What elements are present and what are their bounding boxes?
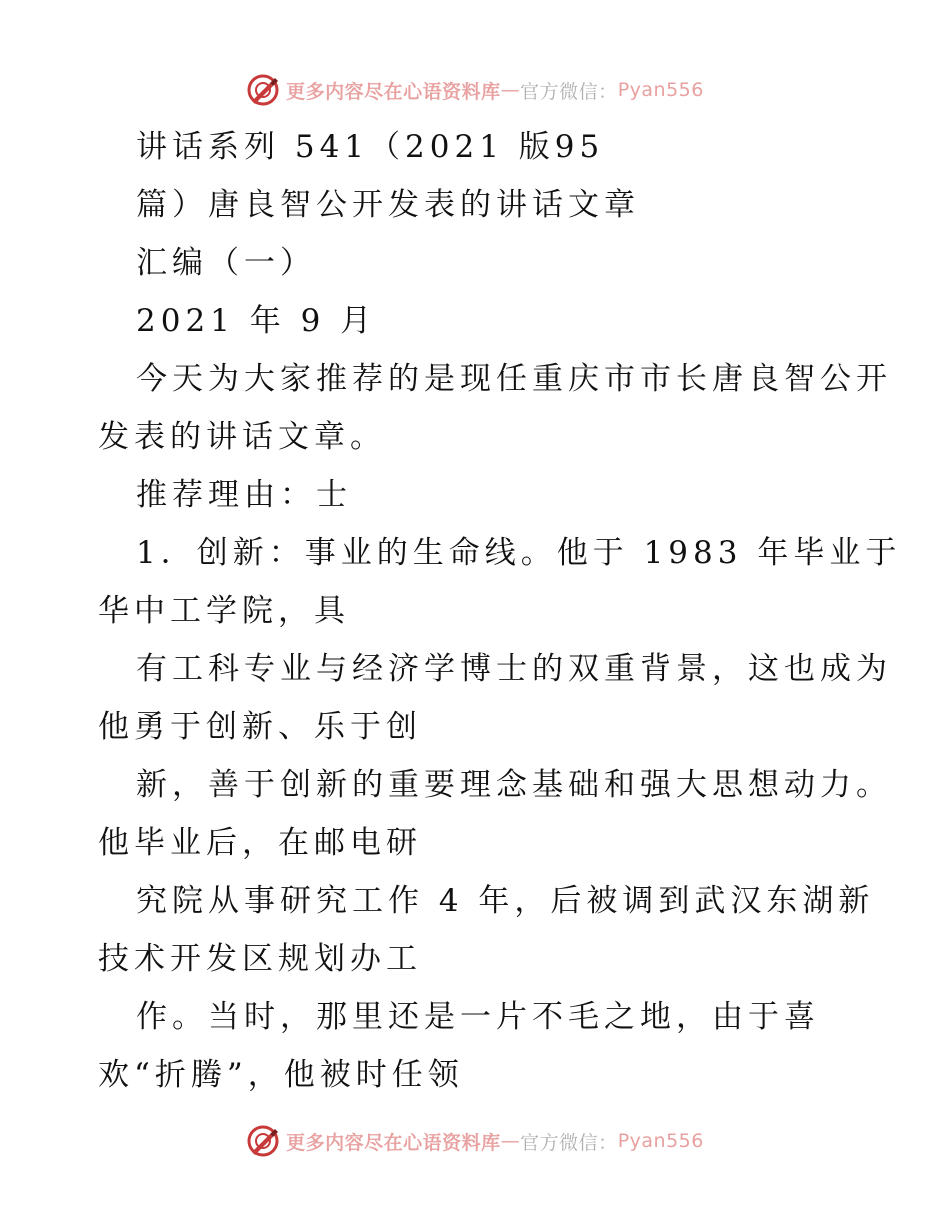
watermark-official-text: 官方微信：	[520, 80, 618, 103]
watermark-wechat-id: Pyan556	[617, 1130, 704, 1152]
paragraph-line: 发表的讲话文章。	[98, 419, 386, 455]
watermark-library-text: 更多内容尽在心语资料库	[286, 1131, 501, 1154]
paragraph-line: 新，善于创新的重要理念基础和强大思想动力。	[136, 767, 892, 803]
paragraph-line: 推荐理由：士	[136, 477, 352, 513]
paragraph-line: 欢“折腾”，他被时任领	[98, 1057, 464, 1093]
paragraph-line: 今天为大家推荐的是现任重庆市市长唐良智公开	[136, 361, 892, 397]
title-line-3: 汇编（一）	[136, 245, 316, 281]
watermark-official-text: 官方微信：	[520, 1131, 618, 1154]
watermark-wechat-id: Pyan556	[617, 79, 704, 101]
pen-logo-icon	[246, 1124, 280, 1158]
watermark-dash: —	[500, 1130, 521, 1152]
title-line-2: 篇）唐良智公开发表的讲话文章	[136, 187, 640, 223]
watermark-header	[0, 70, 950, 110]
title-line-1: 讲话系列 541（2021 版95	[136, 129, 605, 165]
pen-logo-icon	[246, 73, 280, 107]
paragraph-line: 他毕业后，在邮电研	[98, 825, 422, 861]
watermark-dash: —	[500, 79, 521, 101]
date-line: 2021 年 9 月	[136, 303, 377, 339]
paragraph-line: 华中工学院，具	[98, 593, 350, 629]
watermark-library-text: 更多内容尽在心语资料库	[286, 80, 501, 103]
paragraph-line: 究院从事研究工作 4 年，后被调到武汉东湖新	[136, 883, 875, 919]
document-body	[98, 118, 902, 1104]
paragraph-line: 他勇于创新、乐于创	[98, 709, 422, 745]
watermark-footer	[0, 1121, 950, 1161]
paragraph-line: 技术开发区规划办工	[98, 941, 422, 977]
paragraph-line: 有工科专业与经济学博士的双重背景，这也成为	[136, 651, 892, 687]
paragraph-line: 1．创新：事业的生命线。他于 1983 年毕业于	[136, 535, 902, 571]
paragraph-line: 作。当时，那里还是一片不毛之地，由于喜	[136, 999, 820, 1035]
